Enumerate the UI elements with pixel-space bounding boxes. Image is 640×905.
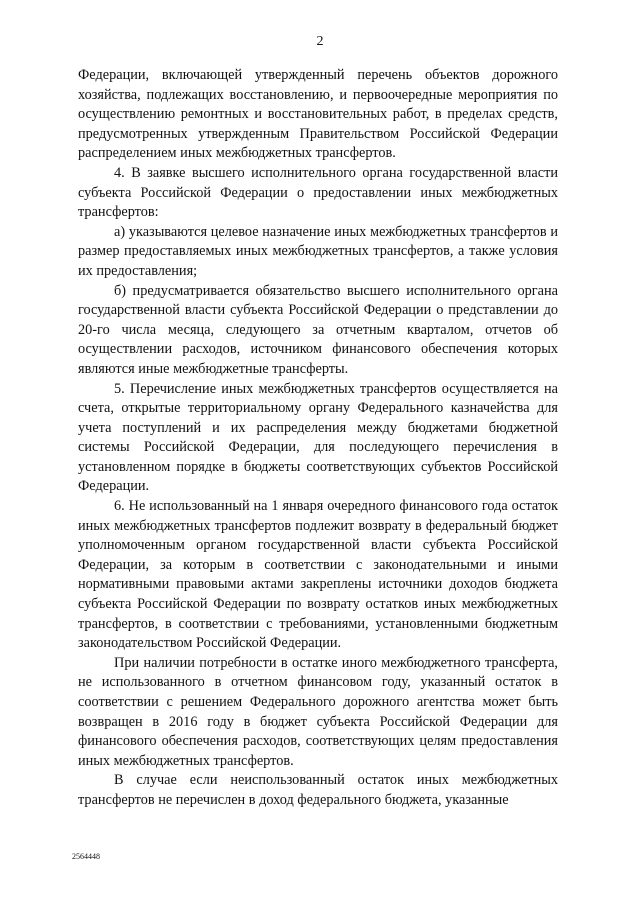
paragraph-clause-4: 4. В заявке высшего исполнительного органа государственной власти субъекта Российской Федерации о предоставлении иных межбюджетных трансфертов: [78,164,558,221]
paragraph-continuation: Федерации, включающей утвержденный перечень объектов дорожного хозяйства, подлежащих восстановлению, и первоочередные мероприятия по осуществлению ремонтных и восстановительных работ, в пределах средств, предусмотренных утвержденным Правительством Российской Федерации распределением иных межбюджетных трансфертов. [78,67,558,162]
paragraph-subclause-a: а) указываются целевое назначение иных межбюджетных трансфертов и размер предоставляемых иных межбюджетных трансфертов, а также условия их предоставления; [78,223,558,279]
page-number: 2 [316,34,324,49]
paragraph-subclause-b: б) предусматривается обязательство высшего исполнительного органа государственной власти субъекта Российской Федерации о представлении до 20-го числа месяца, следующего за отчетным кварталом, отчетов об осуществлении расходов, источником финансового обеспечения которых являются иные межбюджетные трансферты. [78,282,558,377]
document-body [78,66,558,811]
paragraph-unreturned-remainder: В случае если неиспользованный остаток иных межбюджетных трансфертов не перечислен в доход федерального бюджета, указанные [78,772,558,808]
document-code: 2564448 [72,852,100,861]
paragraph-remainder-need: При наличии потребности в остатке иного межбюджетного трансферта, не использованного в отчетном финансовом году, указанный остаток в соответствии с решением Федерального дорожного агентства может быть возвращен в 2016 году в бюджет субъекта Российской Федерации для финансового обеспечения расходов, соответствующих целям предоставления иных межбюджетных трансфертов. [78,654,558,769]
paragraph-clause-5: 5. Перечисление иных межбюджетных трансфертов осуществляется на счета, открытые территориальному органу Федерального казначейства для учета поступлений и их распределения между бюджетами бюджетной системы Российской Федерации, для последующего перечисления в установленном порядке в бюджеты соответствующих субъектов Российской Федерации. [78,380,558,495]
paragraph-clause-6: 6. Не использованный на 1 января очередного финансового года остаток иных межбюджетных трансфертов подлежит возврату в федеральный бюджет уполномоченным органом государственной власти субъекта Российской Федерации, за которым в соответствии с законодательными и иными нормативными правовыми актами закреплены источники доходов бюджета субъекта Российской Федерации по возврату остатков иных межбюджетных трансфертов, в соответствии с требованиями, установленными бюджетным законодательством Российской Федерации. [78,498,558,652]
